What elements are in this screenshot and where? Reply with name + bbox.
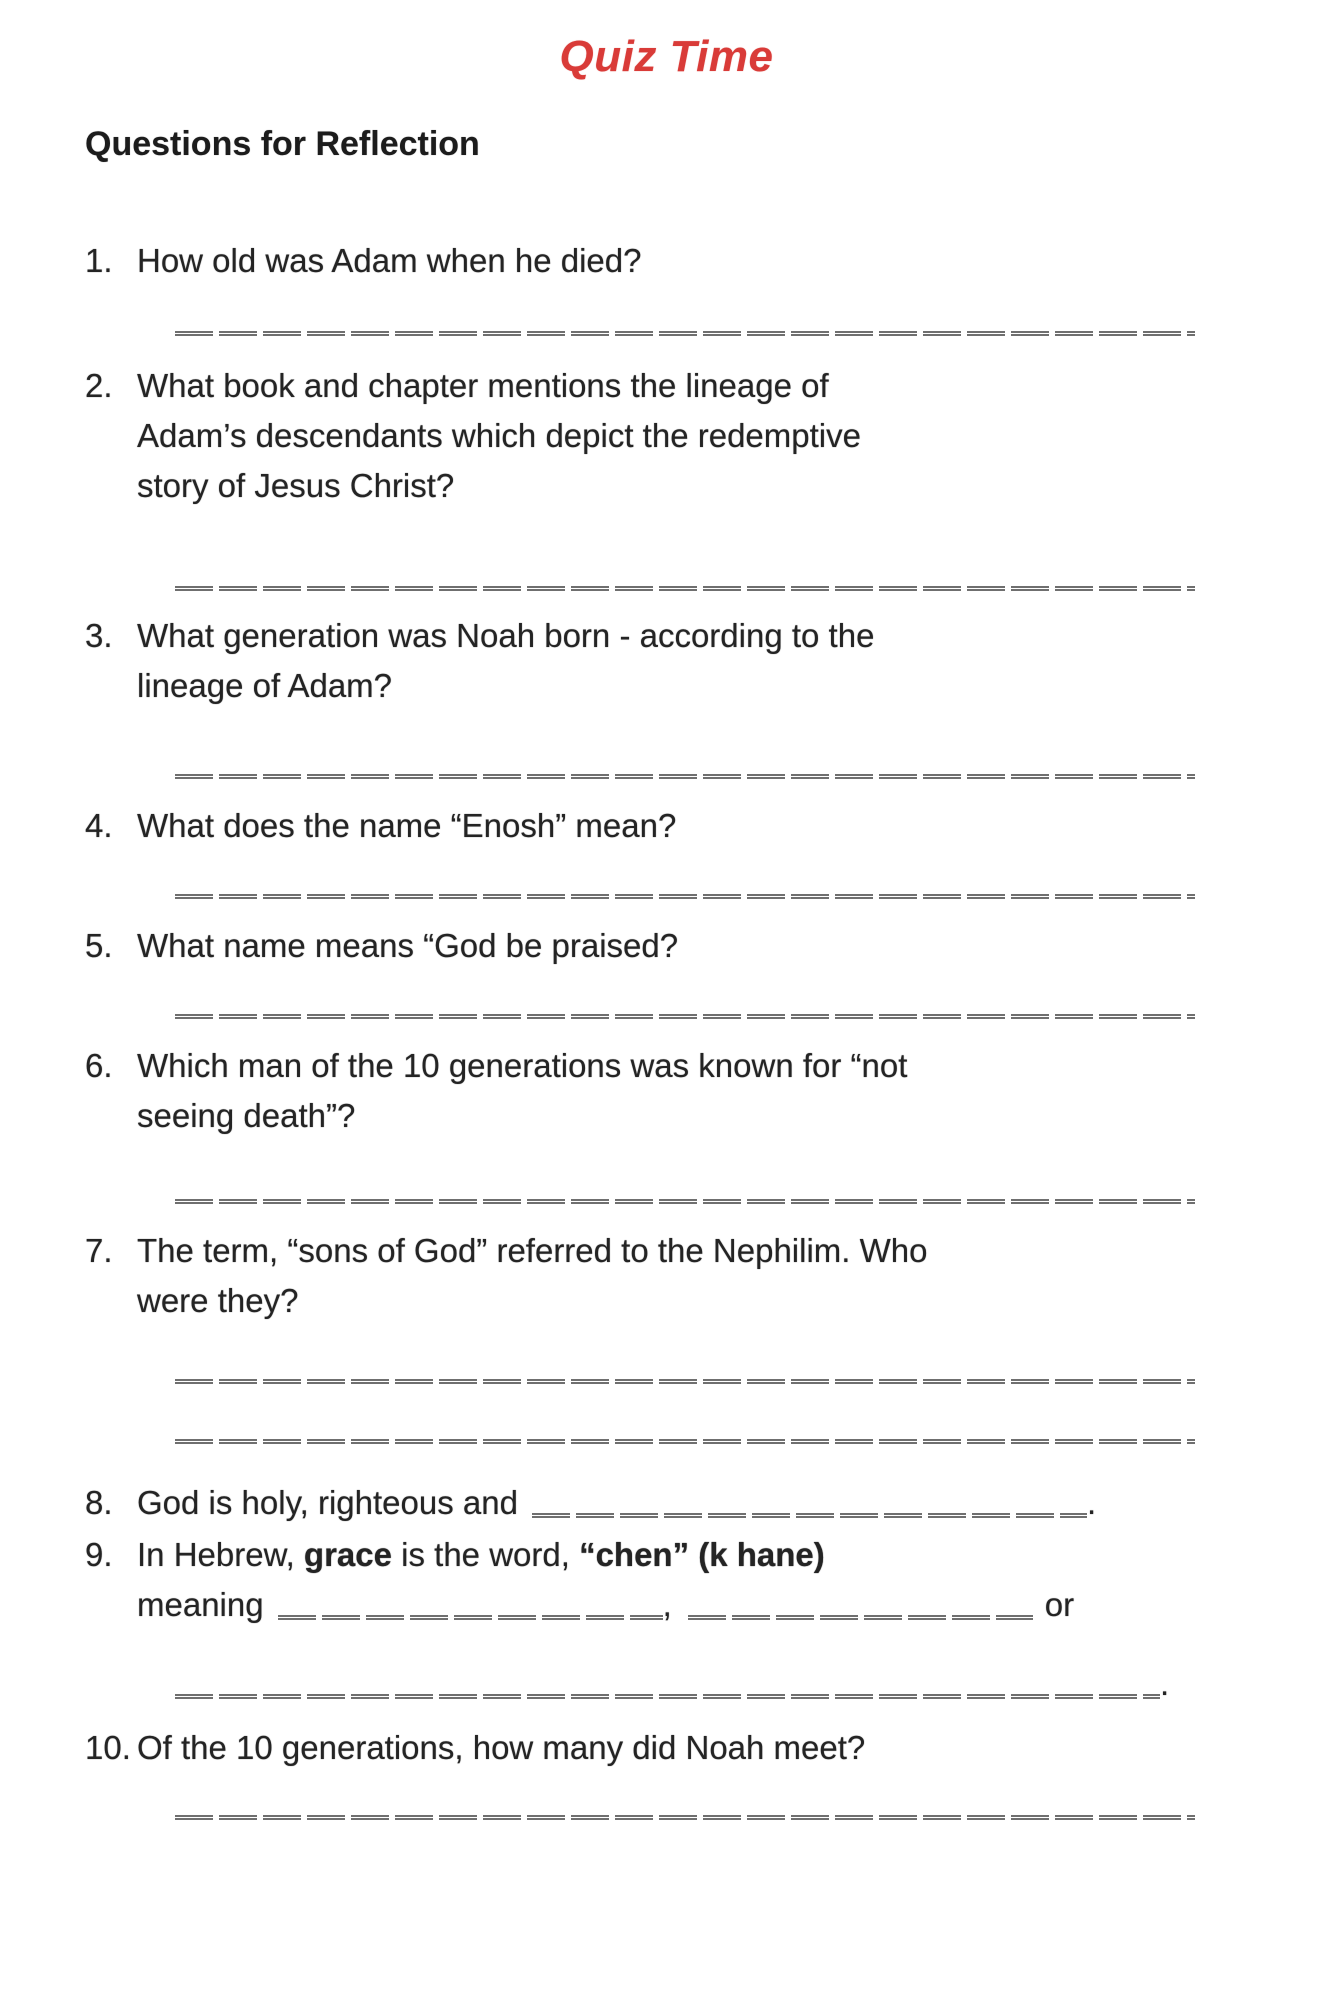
question-number: 2. — [85, 367, 113, 404]
question-text — [137, 1226, 1333, 1326]
question-6 — [85, 1041, 1333, 1141]
answer-line-4 — [175, 894, 1195, 899]
question-text — [137, 801, 1333, 851]
question-text-segment: God is holy, righteous and — [137, 1484, 518, 1521]
question-number: 4. — [85, 807, 113, 844]
question-2 — [85, 361, 1333, 511]
question-line: What name means “God be praised? — [137, 927, 679, 964]
question-line — [175, 1665, 1333, 1702]
question-text-segment: or — [1044, 1586, 1075, 1623]
question-number: 9. — [85, 1536, 113, 1573]
question-line — [137, 1580, 1333, 1630]
question-line: What does the name “Enosh” mean? — [137, 807, 677, 844]
inline-answer-blank — [175, 1694, 1160, 1699]
question-text — [137, 1723, 1333, 1773]
question-number: 7. — [85, 1232, 113, 1269]
page-title: Quiz Time — [559, 32, 774, 81]
inline-answer-blank — [688, 1615, 1033, 1620]
question-text — [137, 236, 1333, 286]
answer-line-7 — [175, 1379, 1195, 1384]
inline-answer-blank — [532, 1513, 1087, 1518]
question-number: 8. — [85, 1484, 113, 1521]
question-number: 1. — [85, 242, 113, 279]
question-9 — [85, 1530, 1333, 1702]
question-text-segment: meaning — [137, 1586, 264, 1623]
comma: , — [662, 1586, 672, 1623]
question-line: How old was Adam when he died? — [137, 242, 642, 279]
question-line: What generation was Noah born - according to the — [137, 617, 875, 654]
question-line: were they? — [137, 1282, 299, 1319]
question-number: 5. — [85, 927, 113, 964]
bold-word-grace: grace — [303, 1536, 392, 1573]
question-10 — [85, 1723, 1333, 1773]
question-line: lineage of Adam? — [137, 667, 393, 704]
answer-line-1 — [175, 331, 1195, 336]
question-text — [137, 611, 1333, 711]
question-8 — [85, 1478, 1333, 1528]
answer-line-8 — [175, 1439, 1195, 1444]
question-line: seeing death”? — [137, 1097, 356, 1134]
question-line: The term, “sons of God” referred to the Nephilim. Who — [137, 1232, 928, 1269]
period: . — [1160, 1665, 1170, 1702]
question-text — [137, 1041, 1333, 1141]
question-line: Which man of the 10 generations was known for “not — [137, 1047, 908, 1084]
question-text — [137, 921, 1333, 971]
question-3 — [85, 611, 1333, 711]
question-text — [137, 361, 1333, 511]
answer-line-9 — [175, 1815, 1195, 1820]
question-number: 3. — [85, 617, 113, 654]
question-text-segment: In Hebrew, — [137, 1536, 304, 1573]
question-line — [137, 1530, 1333, 1580]
bold-word-chen: “chen” (k hane) — [579, 1536, 825, 1573]
period: . — [1086, 1484, 1097, 1521]
answer-line-3 — [175, 774, 1195, 779]
question-4 — [85, 801, 1333, 851]
question-1 — [85, 236, 1333, 286]
question-text — [137, 1478, 1333, 1528]
question-line: story of Jesus Christ? — [137, 467, 455, 504]
inline-answer-blank — [278, 1615, 663, 1620]
question-7 — [85, 1226, 1333, 1326]
question-line: What book and chapter mentions the lineage of — [137, 367, 829, 404]
question-line — [137, 1478, 1333, 1528]
answer-line-6 — [175, 1199, 1195, 1204]
question-line: Adam’s descendants which depict the redemptive — [137, 417, 861, 454]
question-line: Of the 10 generations, how many did Noah meet? — [137, 1729, 866, 1766]
question-number: 6. — [85, 1047, 113, 1084]
answer-line-2 — [175, 586, 1195, 591]
answer-line-5 — [175, 1014, 1195, 1019]
question-text — [137, 1530, 1333, 1702]
question-text-segment: is the word, — [391, 1536, 580, 1573]
question-5 — [85, 921, 1333, 971]
section-heading: Questions for Reflection — [85, 125, 480, 163]
question-number: 10. — [85, 1729, 131, 1766]
